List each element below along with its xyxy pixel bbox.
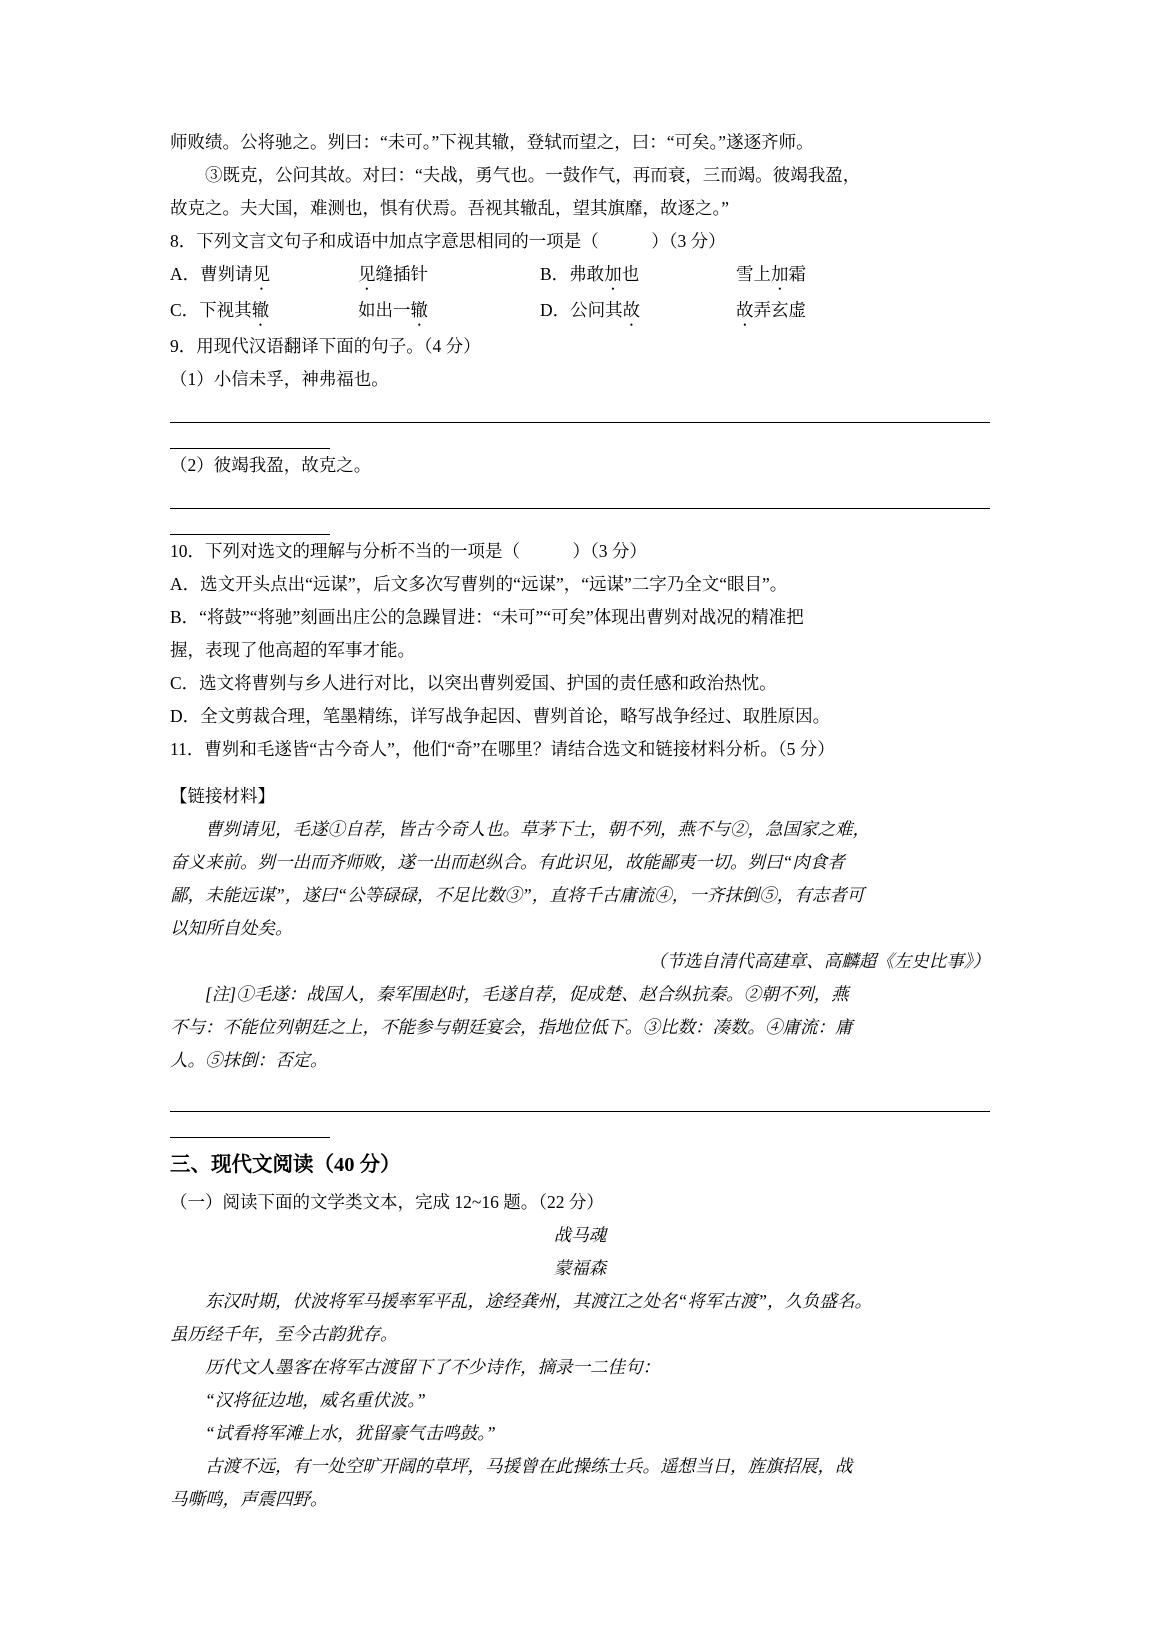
- text-segment: A．曹刿请: [170, 264, 253, 284]
- text-segment: 缝插针: [375, 264, 428, 284]
- emphasized-character: 见: [252, 264, 271, 284]
- emphasized-character: 见: [358, 264, 376, 284]
- answer-blank-line-short: [170, 423, 990, 449]
- story-paragraph-line: 古渡不远，有一处空旷开阔的草坪，马援曾在此操练士兵。遥想当日，旌旗招展，战: [205, 1456, 853, 1476]
- q8-option-row-1: [170, 258, 990, 294]
- answer-blank-line: [170, 482, 990, 509]
- section-3-heading: 三、现代文阅读（40 分）: [170, 1154, 401, 1176]
- text-segment: 弄玄虚: [753, 300, 806, 320]
- q8-option-a: [170, 258, 358, 294]
- answer-blank-line: [170, 396, 990, 423]
- emphasized-character: 辙: [410, 300, 428, 320]
- passage-line: ③既克，公问其故。对曰：“夫战，勇气也。一鼓作气，再而衰，三而竭。彼竭我盈，: [205, 165, 861, 185]
- q10-option-b-line-1: B．“将鼓”“将驰”刻画出庄公的急躁冒进：“未可”“可矣”体现出曹刿对战况的精准把: [170, 607, 804, 627]
- emphasized-character: 加: [604, 264, 622, 284]
- link-material-line: 鄙，未能远谋”，遂曰“公等碌碌，不足比数③”，直将千古庸流④，一齐抹倒⑤，有志者可: [170, 885, 865, 905]
- section-3-intro: （一）阅读下面的文学类文本，完成 12~16 题。（22 分）: [170, 1192, 604, 1212]
- story-paragraph-line: 虽历经千年，至今古韵犹存。: [170, 1324, 398, 1344]
- text-segment: 雪上: [736, 264, 771, 284]
- story-quote-line: “汉将征边地，威名重伏波。”: [205, 1390, 426, 1410]
- q10-stem: 10．下列对选文的理解与分析不当的一项是（ ）（3 分）: [170, 541, 647, 561]
- q8-option-row-2: [170, 294, 990, 330]
- text-segment: D．公问其: [540, 300, 623, 320]
- passage-line: 故克之。夫大国，难测也，惧有伏焉。吾视其辙乱，望其旗靡，故逐之。”: [170, 198, 730, 218]
- q11-stem: 11．曹刿和毛遂皆“古今奇人”，他们“奇”在哪里？请结合选文和链接材料分析。（5 分）: [170, 739, 835, 759]
- answer-blank-rule: [170, 534, 330, 535]
- answer-blank-line-short: [170, 509, 990, 535]
- link-material-header: 【链接材料】: [170, 786, 275, 806]
- emphasized-character: 故: [736, 300, 754, 320]
- story-paragraph-line: 东汉时期，伏波将军马援率军平乱，途经龚州，其渡江之处名“将军古渡”，久负盛名。: [205, 1291, 872, 1311]
- link-material-line: 曹刿请见，毛遂①自荐，皆古今奇人也。草茅下士，朝不列，燕不与②，急国家之难，: [205, 819, 870, 839]
- text-segment: 也: [621, 264, 640, 284]
- q9-stem: 9．用现代汉语翻译下面的句子。（4 分）: [170, 336, 481, 356]
- link-material-note-line: 人。⑤抹倒：否定。: [170, 1050, 328, 1070]
- q10-option-a: A．选文开头点出“远谋”，后文多次写曹刿的“远谋”，“远谋”二字乃全文“眼目”。: [170, 574, 788, 594]
- text-segment: 如出一: [358, 300, 411, 320]
- link-material-source: （节选自清代高建章、高麟超《左史比事》）: [648, 951, 990, 971]
- q8-option-b: [540, 258, 736, 294]
- story-author: 蒙福森: [553, 1258, 607, 1278]
- spacer: [170, 1077, 990, 1085]
- story-paragraph-line: 历代文人墨客在将军古渡留下了不少诗作，摘录一二佳句：: [205, 1357, 660, 1377]
- emphasized-character: 加: [771, 264, 789, 284]
- q9-item-2: （2）彼竭我盈，故克之。: [170, 455, 372, 475]
- link-material-line: 以知所自处矣。: [170, 918, 293, 938]
- link-material-note-line: 不与：不能位列朝廷之上，不能参与朝廷宴会，指地位低下。③比数：凑数。④庸流：庸: [170, 1017, 853, 1037]
- answer-blank-line: [170, 1085, 990, 1112]
- q10-option-b-line-2: 握，表现了他高超的军事才能。: [170, 640, 415, 660]
- q8-option-c-idiom: [358, 294, 540, 330]
- answer-blank-line-short: [170, 1112, 990, 1138]
- answer-blank-rule: [170, 448, 330, 449]
- spacer: [170, 766, 990, 780]
- story-title: 战马魂: [553, 1225, 607, 1245]
- q8-option-d: [540, 294, 736, 330]
- text-segment: 霜: [788, 264, 806, 284]
- q9-item-1: （1）小信未孚，神弗福也。: [170, 369, 389, 389]
- passage-line: 师败绩。公将驰之。刿曰：“未可。”下视其辙，登轼而望之，曰：“可矣。”遂逐齐师。: [170, 132, 814, 152]
- emphasized-character: 故: [622, 300, 641, 320]
- q10-option-c: C．选文将曹刿与乡人进行对比，以突出曹刿爱国、护国的责任感和政治热忱。: [170, 673, 777, 693]
- q8-option-b-idiom: [736, 258, 990, 294]
- q8-option-c: [170, 294, 358, 330]
- q8-stem: 8．下列文言文句子和成语中加点字意思相同的一项是（ ）（3 分）: [170, 231, 726, 251]
- link-material-note-line: [注]①毛遂：战国人，秦军围赵时，毛遂自荐，促成楚、赵合纵抗秦。②朝不列，燕: [205, 984, 849, 1004]
- q10-option-d: D．全文剪裁合理，笔墨精练，详写战争起因、曹刿首论，略写战争经过、取胜原因。: [170, 706, 831, 726]
- text-segment: C．下视其: [170, 300, 252, 320]
- q8-option-d-idiom: [736, 294, 990, 330]
- q8-option-a-idiom: [358, 258, 540, 294]
- story-paragraph-line: 马嘶鸣，声震四野。: [170, 1489, 328, 1509]
- text-segment: B．弗敢: [540, 264, 605, 284]
- link-material-line: 奋义来前。刿一出而齐师败，遂一出而赵纵合。有此识见，故能鄙夷一切。刿曰“肉食者: [170, 852, 845, 872]
- answer-blank-rule: [170, 1137, 330, 1138]
- emphasized-character: 辙: [251, 300, 270, 320]
- story-quote-line: “试看将军滩上水，犹留豪气击鸣鼓。”: [205, 1423, 496, 1443]
